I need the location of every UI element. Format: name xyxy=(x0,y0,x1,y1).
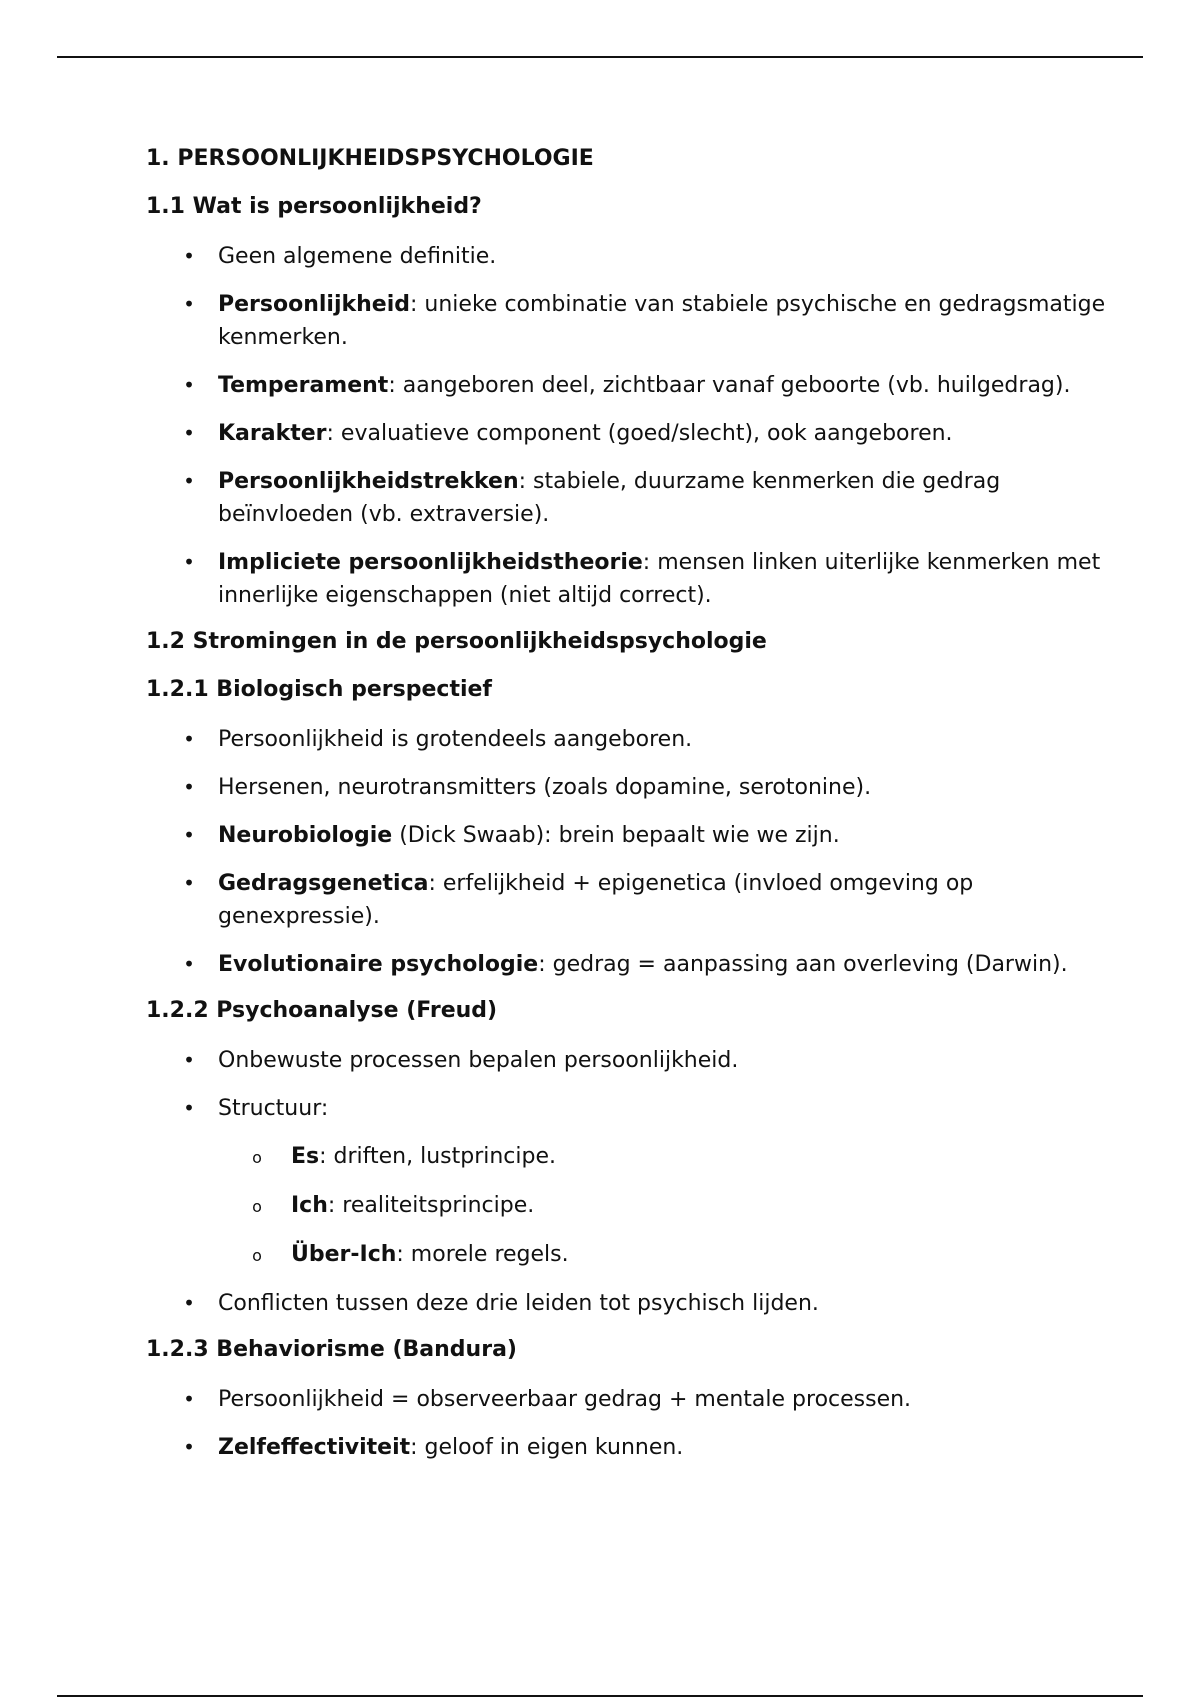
sub-list-item xyxy=(146,1140,1106,1173)
bullet-icon: • xyxy=(183,1048,195,1072)
circle-bullet-icon: o xyxy=(252,1246,262,1265)
bullet-icon: • xyxy=(183,1435,195,1459)
item-text: : geloof in eigen kunnen. xyxy=(410,1435,684,1460)
item-text: Conflicten tussen deze drie leiden tot psychisch lijden. xyxy=(218,1291,819,1316)
bullet-icon: • xyxy=(183,292,195,316)
list-item xyxy=(146,1431,1106,1464)
list-item xyxy=(146,417,1106,450)
header-rule xyxy=(57,56,1143,58)
list-item xyxy=(146,240,1106,273)
bullet-icon: • xyxy=(183,823,195,847)
list-item xyxy=(146,1044,1106,1077)
item-text: : unieke combinatie van stabiele psychische en gedragsmatige kenmerken. xyxy=(218,292,1106,350)
item-term: Zelfeffectiviteit xyxy=(218,1435,411,1460)
bullet-icon: • xyxy=(183,1096,195,1120)
item-term: Persoonlijkheidstrekken xyxy=(218,469,519,494)
item-text: (Dick Swaab): brein bepaalt wie we zijn. xyxy=(392,823,840,848)
bullet-icon: • xyxy=(183,727,195,751)
list-item xyxy=(146,723,1106,756)
bullet-list-1-2-3 xyxy=(146,1383,1106,1464)
document-body xyxy=(146,144,1106,1479)
bullet-list-1-1 xyxy=(146,240,1106,612)
item-term: Neurobiologie xyxy=(218,823,393,848)
item-term: Ich xyxy=(291,1193,328,1218)
item-text: : realiteitsprincipe. xyxy=(327,1193,535,1218)
item-text: Structuur: xyxy=(218,1096,329,1121)
item-term: Impliciete persoonlijkheidstheorie xyxy=(218,550,643,575)
bullet-icon: • xyxy=(183,373,195,397)
item-text: : stabiele, duurzame kenmerken die gedrag beïnvloeden (vb. extraversie). xyxy=(218,469,1001,527)
item-text: : gedrag = aanpassing aan overleving (Darwin). xyxy=(538,952,1068,977)
item-text: Persoonlijkheid = observeerbaar gedrag + mentale processen. xyxy=(218,1387,912,1412)
list-item xyxy=(146,1383,1106,1416)
item-text: : driften, lustprincipe. xyxy=(319,1144,557,1169)
section-heading-1-2-1: 1.2.1 Biologisch perspectief xyxy=(146,677,492,702)
footer-rule xyxy=(57,1695,1143,1697)
item-text: Hersenen, neurotransmitters (zoals dopamine, serotonine). xyxy=(218,775,872,800)
bullet-list-1-2-1 xyxy=(146,723,1106,981)
item-text: : mensen linken uiterlijke kenmerken met innerlijke eigenschappen (niet altijd correct). xyxy=(218,550,1101,608)
circle-bullet-icon: o xyxy=(252,1148,262,1167)
circle-bullet-icon: o xyxy=(252,1197,262,1216)
section-heading-1-1: 1.1 Wat is persoonlijkheid? xyxy=(146,194,482,219)
item-term: Über-Ich xyxy=(291,1242,397,1267)
sub-list-item xyxy=(146,1238,1106,1271)
list-item xyxy=(146,948,1106,981)
bullet-icon: • xyxy=(183,1291,195,1315)
section-heading-1-2-3: 1.2.3 Behaviorisme (Bandura) xyxy=(146,1337,517,1362)
item-term: Evolutionaire psychologie xyxy=(218,952,539,977)
chapter-heading: 1. PERSOONLIJKHEIDSPSYCHOLOGIE xyxy=(146,146,594,171)
item-text: : erfelijkheid + epigenetica (invloed omgeving op genexpressie). xyxy=(218,871,974,929)
item-term: Es xyxy=(291,1144,320,1169)
list-item xyxy=(146,819,1106,852)
bullet-icon: • xyxy=(183,244,195,268)
sub-list-item xyxy=(146,1189,1106,1222)
item-term: Gedragsgenetica xyxy=(218,871,429,896)
bullet-icon: • xyxy=(183,469,195,493)
bullet-icon: • xyxy=(183,952,195,976)
list-item xyxy=(146,1092,1106,1125)
list-item xyxy=(146,771,1106,804)
list-item xyxy=(146,546,1106,612)
item-term: Karakter xyxy=(218,421,327,446)
list-item xyxy=(146,867,1106,933)
list-item xyxy=(146,288,1106,354)
bullet-icon: • xyxy=(183,775,195,799)
item-text: : morele regels. xyxy=(396,1242,569,1267)
item-text: Onbewuste processen bepalen persoonlijkheid. xyxy=(218,1048,739,1073)
sub-list-structure xyxy=(146,1140,1106,1271)
item-term: Temperament xyxy=(218,373,389,398)
section-heading-1-2-2: 1.2.2 Psychoanalyse (Freud) xyxy=(146,998,498,1023)
item-text: Geen algemene definitie. xyxy=(218,244,497,269)
bullet-icon: • xyxy=(183,1387,195,1411)
item-term: Persoonlijkheid xyxy=(218,292,411,317)
list-item xyxy=(146,1287,1106,1320)
bullet-list-1-2-2-after xyxy=(146,1287,1106,1320)
item-text: : aangeboren deel, zichtbaar vanaf geboorte (vb. huilgedrag). xyxy=(388,373,1071,398)
section-heading-1-2: 1.2 Stromingen in de persoonlijkheidspsychologie xyxy=(146,629,767,654)
bullet-icon: • xyxy=(183,550,195,574)
list-item xyxy=(146,465,1106,531)
bullet-list-1-2-2 xyxy=(146,1044,1106,1125)
bullet-icon: • xyxy=(183,871,195,895)
item-text: : evaluatieve component (goed/slecht), ook aangeboren. xyxy=(326,421,953,446)
list-item xyxy=(146,369,1106,402)
item-text: Persoonlijkheid is grotendeels aangeboren. xyxy=(218,727,693,752)
bullet-icon: • xyxy=(183,421,195,445)
